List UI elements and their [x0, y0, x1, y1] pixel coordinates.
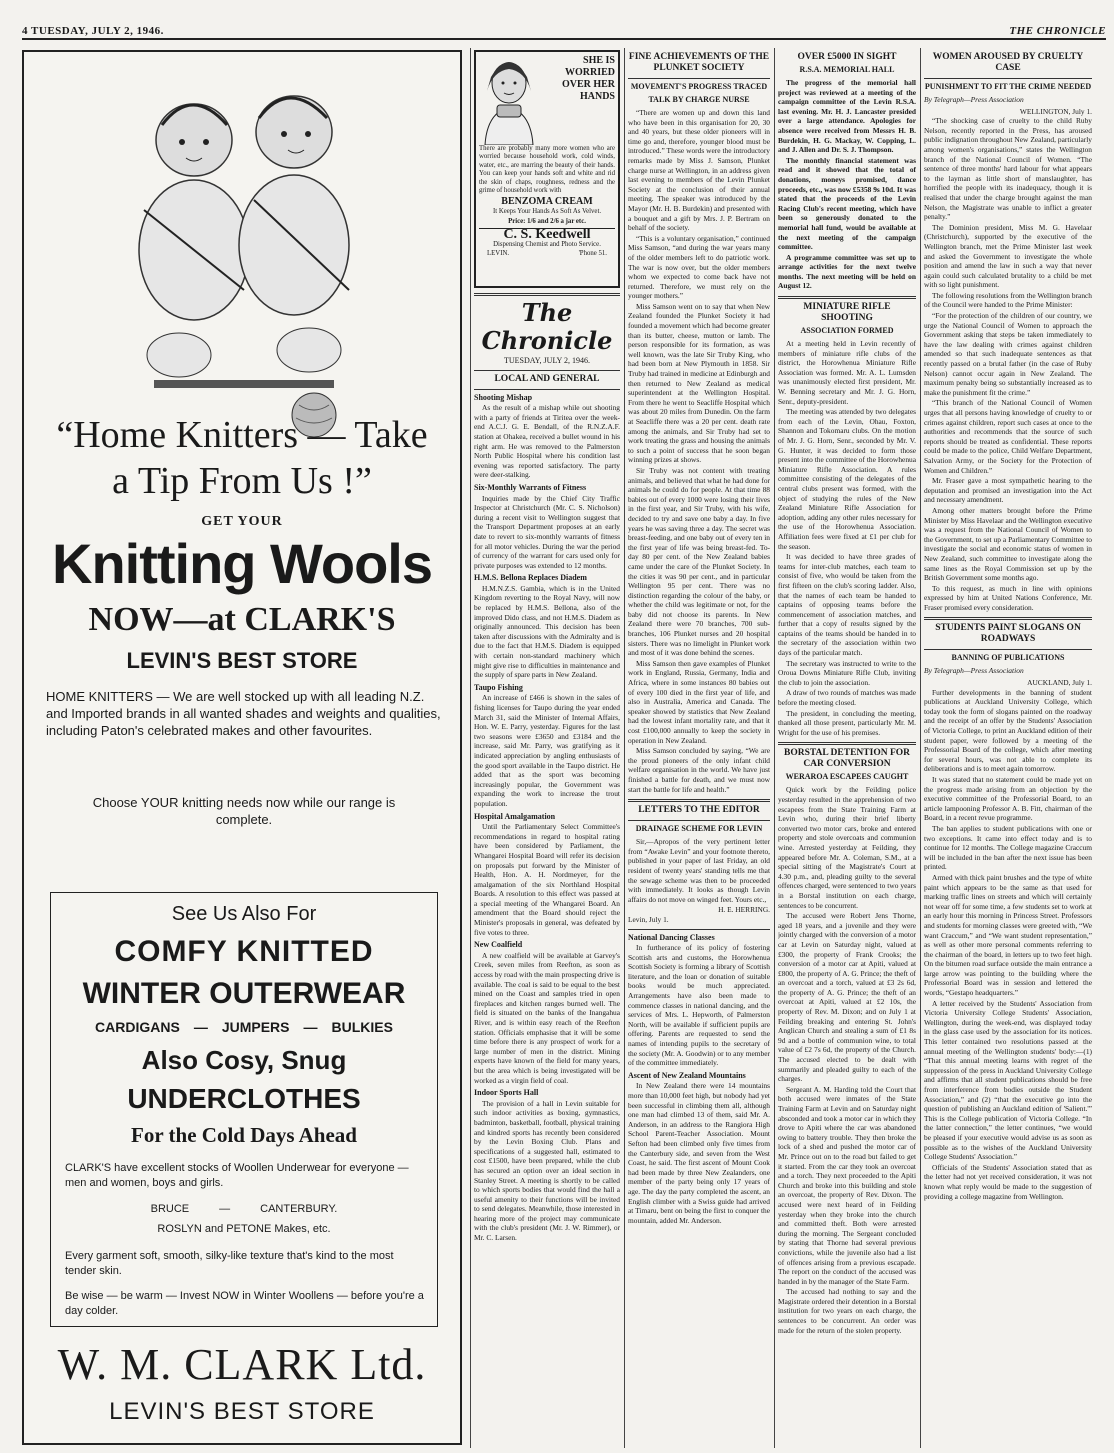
plunket-para: Miss Samson then gave examples of Plunket work in England, Russia, Germany, India and Africa, where in some instances 80 babies out of every 100 died in the first year of life, and also in Australia, America and Canada. The speaker showed by statistics that New Zealand had the lowest infant mortality rate, and that it cost £100,000 annually to keep the society in operation in New Zealand. [628, 658, 770, 745]
roslyn-petone: ROSLYN and PETONE Makes, etc. [157, 1223, 331, 1235]
cruelty-para: “This branch of the National Council of Women urges that all persons having knowledge of cruelty to or crimes against children, report such cases at once to the authorities and recommends that the source of such reports should be treated as confidential. These reports could be made to the police, Child Welfare Department, Salvation Army, or the Society for the Protection of Women and Children.” [924, 398, 1092, 475]
news-text: As the result of a mishap while out shooting with a party of friends at Tiritea over the week-end A.C.J. G. E. Bendall, of the R.N.Z.A.F. station at Ohakea, received a bullet wound in his right arm. He was removed to the Palmerston North Public Hospital where his condition last evening was reported satisfactory. The party were deer-stalking. [474, 403, 620, 480]
rifle-para: A draw of two rounds of matches was made before the meeting closed. [778, 688, 916, 708]
news-text: Inquiries made by the Chief City Traffic Inspector at Christchurch (Mr. C. S. Nicholson) during a recent visit to Wellington suggest that the Transport Department proposes at an early date to revert to six-monthly warrants of fitness for all motor vehicles. During the war the period of currency of the warrant for cars used only for private purposes was extended to 12 months. [474, 493, 620, 570]
letter-signature: H. E. HERRING. [718, 905, 770, 915]
news-text: In New Zealand there were 14 mountains more than 10,000 feet high, but nobody had yet been successful in climbing them all, although one man had climbed 13 of them, said Mr. A. Anderson, in an address to the Rangiora High School Parent-Teacher Association. Mount Sefton had been climbed only five times from the Canterbury side, and seven from the West Coast, he said. The first ascent of Mount Cook had been made by three New Zealanders, one member of the party being only 17 years of age. The day the party completed the ascent, an English climber with a Swiss guide had arrived at Timaru, bent on being the first to conquer the mountain, added Mr. Anderson. [628, 1081, 770, 1225]
every-garment-text: Every garment soft, smooth, silky-like texture that's kind to the most tender skin. [65, 1250, 394, 1277]
students-dateline: AUCKLAND, July 1. [1027, 678, 1092, 688]
borstal-heading: BORSTAL DETENTION FOR CAR CONVERSION [784, 748, 910, 770]
dash-2: — [303, 1019, 318, 1035]
news-text: An increase of £466 is shown in the sales of fishing licenses for Taupo during the year ended March 31, said the Minister of Internal Affairs, Hon. W. E. Parry, yesterday. Figures for the last two seasons were £3650 and £3184 and the increase, said Mr. Parry, was gratifying as it indicated appreciation by angling enthusiasts of the good sport available in the Taupo district. He added that as the sport was becoming increasingly popular, the Government was expanding the work to increase the trout population. [474, 693, 620, 808]
column-cruelty-case [924, 50, 1092, 1445]
borstal-para: Sergeant A. M. Harding told the Court that both accused were inmates of the State Training Farm at Levin and on Saturday night absconded and took a motor car in which they drove to Apiti where the car was abandoned owing to battery trouble. They then broke the lock of a shed and pushed the motor car of Mr. Prince out on to the road but failed to get it started. From the car they took an overcoat and a torch. They next proceeded to the Apiti Church and broke into this building and stole an overcoat, the property of Rev. Dixon. The accused were next heard of in Feilding yesterday when they broke into the church and committed theft. Both were arrested during the morning. The Sergeant concluded by stating that Thorne had several previous convictions, while the juvenile also had a list of offences arising from a previous escapade. The report on the conduct of the accused was handed in by the manager of the State Farm. [778, 1084, 916, 1286]
cruelty-dateline: WELLINGTON, July 1. [1019, 106, 1092, 116]
plunket-para: Miss Samson concluded by saying, “We are the proud pioneers of the only infant child welfare organisation in the world. We have just finished a battle for death, and we must now start the battle for life and health.” [628, 746, 770, 794]
hands-body: There are probably many more women who are worried because household work, cold winds, water, etc., are marring the beauty of their hands. You can keep your hands soft and white and rid the skin of chaps, roughness, redness and the grime of household work with [479, 145, 615, 195]
masthead [22, 24, 1106, 40]
news-text: Until the Parliamentary Select Committee's recommendations in regard to hospital rating have been considered by Parliament, the Whangarei Hospital Board will refer its decision on proposals put forward by the Minister of Health, Hon. A. H. Nordmeyer, for the amalgamation of the six Northland Hospital Boards. A resolution to this effect was passed at a special meeting of the Whangarei Board. An amendment that the Board should reject the Minister's proposals in general, was defeated by five votes to three. [474, 822, 620, 937]
brand-canterbury: CANTERBURY. [260, 1203, 338, 1215]
local-general-heading: LOCAL AND GENERAL [494, 373, 600, 384]
chronicle-title: The Chronicle [481, 298, 613, 355]
letters-heading: LETTERS TO THE EDITOR [638, 805, 760, 816]
winter-outerwear: WINTER OUTERWEAR [82, 977, 406, 1010]
news-sub: Six-Monthly Warrants of Fitness [474, 482, 587, 492]
benzoma-advert [474, 50, 620, 288]
news-sub: Shooting Mishap [474, 392, 533, 402]
also-cosy: Also Cosy, Snug [141, 1045, 347, 1075]
news-sub: Ascent of New Zealand Mountains [628, 1070, 746, 1080]
woman-portrait-illustration [479, 55, 539, 145]
borstal-sub: WERAROA ESCAPEES CAUGHT [785, 772, 909, 782]
garment-types [51, 1019, 437, 1035]
plunket-para: “This is a voluntary organisation,” continued Miss Samson, “and during the war years many of the older members left to do patriotic work. The war is now over, but the older members whom we expected to come back have not returned. Therefore, we must rely on the younger mothers.” [628, 233, 770, 301]
students-para: It was stated that no statement could be made yet on the progress made arising from an objection by the executive committee of the Professorial Board, to an article lampooning Professor A. B. Fitt, chairman of the Board, in a recent revue programme. [924, 775, 1092, 823]
plunket-para: Miss Samson went on to say that when New Zealand founded the Plunket Society it had founded a movement which had become greater than its butter, cheese, mutton or lamb. The person responsible for its formation, as was well known, was the late Sir Truby King, who had been born at New Plymouth in 1858. Sir Truby had trained in medicine at Edinburgh and then returned to New Zealand as medical superintendent at the Wellington Hospital. From there he went to Seacliffe Hospital which was about 20 miles from Dunedin. On the farm at Seacliffe there was a 20 per cent. death rate among the animals, and Sir Truby had set to work treating the grass and housing the animals to such a point of success that he soon began winning prizes at shows. [628, 301, 770, 465]
brand-bruce: BRUCE [150, 1203, 190, 1215]
plunket-para: Sir Truby was not content with treating animals, and believed that what he had done for animals he could do for people. At that time 88 babies out of every 1000 were losing their lives in the first year, and Sir Truby, with his wife, decided to try and save one baby a day. In five years he was saving three a day. The secret was breast-feeding, and one baby out of every ten in the first year of life was being breast-fed. To-day 80 per cent. of the New Zealand babies came under the care of the Plunket Society. In the cities it was 90 per cent., and in particular Wellington 95 per cent. There was no distinction regarding the colour of the baby, or whether the child was legitimate or not, for the baby did not choose its parents. In New Zealand there were 70 branches, 700 sub-branches, 106 Plunket nurses and 20 hospital sisters. There was no limelight in Plunket work and most of it was done behind the scenes. [628, 465, 770, 658]
news-sub: Indoor Sports Hall [474, 1088, 539, 1098]
cruelty-para: The Dominion president, Miss M. G. Havelaar (Christchurch), supported by the executive of the Wellington branch, met the Prime Minister last week and asked the Government to investigate the whole position and amend the law in such a way that never again could such calculated brutality to a child be met with so light punishment. [924, 222, 1092, 290]
paper-name: THE CHRONICLE [1009, 25, 1106, 37]
underclothes: UNDERCLOTHES [127, 1083, 361, 1114]
chemist-phone: 'Phone 51. [578, 250, 607, 258]
students-byline: By Telegraph—Press Association [924, 666, 1024, 676]
news-sub: Taupo Fishing [474, 682, 523, 692]
letter-place: Levin, July 1. [628, 914, 669, 924]
see-us-also: See Us Also For [171, 903, 317, 925]
company-name: W. M. CLARK Ltd. [57, 1340, 427, 1389]
knitting-wool-advert [22, 50, 462, 1445]
cruelty-para: Among other matters brought before the Prime Minister by Miss Havelaar and the Wellington executive was a request from the National Council of Women to the Government, to set up a Parliamentary Committee to investigate the social and economic status of women in New Zealand, such committee to investigate along the same lines as the Royal Commission set up by the British Government some months ago. [924, 505, 1092, 583]
news-text: In furtherance of its policy of fostering Scottish arts and customs, the Horowhenua Scottish Society is forming a library of Scottish literature, and the loan or donation of suitable books would be much appreciated. Arrangements have also been made to commence classes in national dancing, and the services of Mrs. L. Hepworth, of Palmerston North, will be available if sufficient pupils are offering. Parents are requested to send the names of intending pupils to the secretary of the society (Mr. A. Goodwin) or to any member of the committee immediately. [628, 943, 770, 1068]
borstal-para: Quick work by the Feilding police yesterday resulted in the apprehension of two escapees from the State Training Farm at Levin who, during their brief liberty converted two motor cars, broke and entered property and stole overcoats and communion wine. Arrested yesterday at Feilding, they appeared before Mr. A. Coleman, S.M., at a special sitting of the Magistrate's Court at 4.30 p.m., and, pleading guilty to the several offences charged, were sentenced to two years in a Borstal institution on each charge, sentences to be concurrent. [778, 785, 916, 910]
rifle-para: The secretary was instructed to write to the Oroua Downs Miniature Rifle Club, inviting the club to join the association. [778, 658, 916, 687]
slogan-line-2: a Tip From Us !” [112, 460, 372, 502]
comfy-knitted: COMFY KNITTED [114, 935, 374, 968]
cruelty-heading: WOMEN AROUSED BY CRUELTY CASE [932, 52, 1084, 73]
news-text: A new coalfield will be available at Garvey's Creek, seven miles from Reefton, as soon as access by road with the main prospecting drive is available. The coal is said to be equal to the best mined on the Coast and samples tried in open fireplaces and kitchen ranges burned well. The field is situated on the banks of the Inangahua River, and is within easy reach of the Reefton station. Officials emphasise that it will be some time before there is any prospect of work for a large number of men in the district. Mining experts have known of the field for many years, but the area which is being investigated will be worked as a virgin field of coal. [474, 950, 620, 1085]
benzoma-tagline: It Keeps Your Hands As Soft As Velvet. [492, 208, 602, 216]
borstal-para: The accused were Robert Jens Thorne, aged 18 years, and a juvenile and they were jointly charged with the conversion of a motor car at Levin on Saturday night, valued at £300, the property of Frank Crooks; the conversion of a motor car at Apiti, valued at £800, the property of A. G. Prince; the theft of an overcoat and a torch, valued at £3 2s 6d, the property of A. G. Prince; the theft of an overcoat at Apiti, valued at £2 10s, the property of Rev. M. Dixon; and on July 1 at Feilding breaking and entering St. John's Anglican Church and stealing a sum of £1 8s 9d and a bottle of communion wine, to total value of £2 7s 6d, the property of the Church. The accused elected to be dealt with summarily and pleaded guilty to each of the charges. [778, 911, 916, 1084]
students-sub: BANNING OF PUBLICATIONS [951, 653, 1065, 663]
babies-knitting-illustration [124, 70, 364, 450]
cruelty-byline: By Telegraph—Press Association [924, 95, 1024, 104]
rifle-sub: ASSOCIATION FORMED [800, 326, 894, 336]
plunket-sub1: MOVEMENT'S PROGRESS TRACED [630, 82, 768, 91]
chronicle-date: TUESDAY, JULY 2, 1946. [503, 356, 591, 365]
column-rsa [778, 50, 916, 1445]
borstal-para: The accused had nothing to say and the Magistrate ordered their detention in a Borstal institution for two years on each charge, the sentences to be concurrent. An order was made for the return of the stolen property. [778, 1287, 916, 1335]
news-sub: Hospital Amalgamation [474, 811, 556, 821]
dash-3: — [219, 1203, 231, 1215]
news-text: The provision of a hall in Levin suitable for such indoor activities as boxing, gymnastics, badminton, basketball, football, physical training and kindred sports has recently been considered by the Levin Boxing Club. Plans and specifications of a suggested hall, estimated to cost £1500, have been prepared, while the club has secured an option over an ideal section in Stanley Street. A meeting is shortly to be called to which sports bodies that would find the hall a useful amenity to their functions will be invited to send delegates. Meanwhile, those interested in hearing more of the project may communicate with the club's president (Mr. J. W. Rimmer), or Mr. C. Larsen. [474, 1098, 620, 1243]
news-text: H.M.N.Z.S. Gambia, which is in the United Kingdom reverting to the Royal Navy, will now be replaced by H.M.S. Bellona, also of the improved Dido class, and not H.M.S. Diadem as originally announced. This decision has been taken after discussions with the Admiralty and is due to the fact that H.M.S. Diadem is equipped with certain non-standard machinery which might give rise to difficulties in maintenance and the supply of spare parts in New Zealand. [474, 583, 620, 680]
students-para: Officials of the Students' Association stated that as the letter had not yet received consideration, it was not known what reply would be made to the suggestion of providing a college magazine from Wellington. [924, 1162, 1092, 1201]
news-sub: H.M.S. Bellona Replaces Diadem [474, 573, 587, 583]
chemist-desc: Dispensing Chemist and Photo Service. [493, 240, 601, 248]
students-para: Armed with thick paint brushes and the type of white paint which appears to be the same as that used for marking traffic lines on streets and which will certainly not wear off for some time, a few students set to work at an early hour this morning in Princess Street. Professors and students for morning classes were greeted with, “We want Craccum,” and “We want student representation,” as well as other more personal comments referring to the chairman of the board, in letters up to two feet high. On the bitumen road surface outside the main entrance a large arrow was pointing to the building where the Professorial Board was in session and lettered the words, “Gestapo headquarters.” [924, 872, 1092, 998]
knitting-wools-heading: Knitting Wools [52, 532, 432, 595]
rifle-para: The president, in concluding the meeting, thanked all those present, particularly Mr. M. Wright for the use of his premises. [778, 708, 916, 737]
rifle-para: The meeting was attended by two delegates from each of the Levin, Ohau, Foxton, Shannon and Tokomaru clubs. On the motion of Mr. J. G. Horn, Senr., seconded by Mr. V. G. Hunter, it was decided to form those present into the committee of the Horowhenua Miniature Rifle Association. A rules committee consisting of the delegates of the central clubs present was formed, with the object of studying the rules of the New Zealand Miniature Rifle Association for adoption, adding any other rules necessary for the use of the Horowhenua Association. Affiliation fees were fixed at £1 per club for the season. [778, 407, 916, 551]
local-news-items [474, 393, 620, 1243]
cruelty-sub: PUNISHMENT TO FIT THE CRIME NEEDED [924, 82, 1092, 91]
rifle-para: At a meeting held in Levin recently of members of miniature rifle clubs of the district, the Horowhenua Miniature Rifle Association was formed. Mr. A. L. Lumsden was unanimously elected first president, Mr. W. Benning secretary and Mr. J. G. Horn, Senr., deputy-president. [778, 339, 916, 406]
page-date: 4 TUESDAY, JULY 2, 1946. [22, 25, 164, 37]
rifle-heading: MINIATURE RIFLE SHOOTING [803, 302, 891, 324]
chemist-name: C. S. Keedwell [479, 228, 615, 240]
cold-days: For the Cold Days Ahead [131, 1123, 357, 1147]
jumpers-label: JUMPERS [221, 1019, 290, 1035]
rsa-sub: R.S.A. MEMORIAL HALL [799, 65, 895, 74]
choose-text: Choose YOUR knitting needs now while our range is complete. [92, 795, 396, 827]
plunket-heading: FINE ACHIEVEMENTS OF THE PLUNKET SOCIETY [628, 52, 770, 73]
bulkies-label: BULKIES [331, 1019, 393, 1035]
chemist-contact [479, 249, 615, 259]
students-para: A letter received by the Students' Association from Victoria University College Students' Association, Wellington, during the week-end, was displayed today in the glass case used by the association for its notices. This letter contained two resolutions passed at the annual meeting of the Wellington students' body:—(1) “That this annual meeting learns with regret of the suppression of the press in Auckland University College and affirms that all student publications should be free from interference from bodies outside the Student Association,” and (2) “that the executive go into the question of publishing an Auckland edition of 'Salient.'” This is the College publication of Victoria College. “In the latter connection,” the letter continues, “we would be pleased if your executive would advise us as soon as possible as to the wishes of the Auckland University College Students' Association.” [924, 998, 1092, 1162]
benzoma-cream: BENZOMA CREAM [501, 196, 593, 208]
cruelty-para: To this request, as much in line with opinions expressed by him at United Nations Conference, Mr. Fraser promised every consideration. [924, 583, 1092, 612]
news-sub: National Dancing Classes [628, 932, 715, 942]
rsa-para: The progress of the memorial hall project was reviewed at a meeting of the campaign committee of the Levin R.S.A. last evening. Mr. H. J. Lancaster presided over a large attendance. Apologies for absence were received from Messrs H. B. Burdekin, H. G. Mackay, W. Copping, L. and J. Allen and Dr. S. J. Thompson. [778, 78, 916, 155]
students-heading: STUDENTS PAINT SLOGANS ON ROADWAYS [935, 623, 1081, 645]
chemist-town: LEVIN. [487, 250, 510, 258]
levins-best-store: LEVIN'S BEST STORE [126, 648, 358, 673]
cruelty-para: The following resolutions from the Wellington branch of the Council were handed to the Prime Minister: [924, 290, 1092, 310]
get-your-label: GET YOUR [201, 514, 283, 529]
cruelty-para: “The shocking case of cruelty to the child Ruby Nelson, recently reported in the Press, has aroused public indignation throughout New Zealand, particularly among women's organisations,” states the Wellington branch of the National Council of Women. “The sentence of three months' hard labour for what appears to the layman as little short of manslaughter, has horrified the people with its inadequacy, though it is realised that under the charge brought against the man Nelson, the Magistrate was unable to inflict a greater penalty.” [924, 116, 1092, 222]
column-plunket [628, 50, 770, 1445]
slogan-line-1: “Home Knitters — Take [56, 414, 428, 456]
rsa-para: A programme committee was set up to arrange activities for the next twelve months. The next meeting will be held on August 12. [778, 252, 916, 291]
plunket-sub2: TALK BY CHARGE NURSE [648, 95, 750, 104]
cruelty-para: “For the protection of the children of our country, we urge the National Council of Women to approach the Government asking that steps be taken immediately to have the law dealing with crimes against children amended so that such inadequate sentences as that recently passed on a brutal father (in the case of Ruby Nelson) cannot occur again in New Zealand. The maximum penalty being so substantially increased as to make the punishment fit the crime.” [924, 311, 1092, 397]
students-para: Further developments in the banning of student publications at Auckland University College, which today took the form of slogans painted on the roadway and the receipt of an offer by the Students' Association of Victoria College, to print an Auckland edition of their student paper, were followed by a meeting of the Professorial Board of the college, which after meeting for several hours, was not able to complete its deliberations and is to meet again tomorrow. [924, 687, 1092, 774]
home-knitters-text: HOME KNITTERS — We are well stocked up with all leading N.Z. and Imported brands in all wanted shades and weights and qualities, including Paton's celebrated makes and other favourites. [46, 689, 441, 738]
brand-list [51, 1203, 437, 1215]
now-at-clarks: NOW—at CLARK'S [88, 601, 396, 638]
be-wise-text: Be wise — be warm — Invest NOW in Winter Woollens — before you're a day colder. [65, 1290, 424, 1317]
cruelty-para: Mr. Fraser gave a most sympathetic hearing to the deputation and promised an investigation into the Act and necessary amendment. [924, 476, 1092, 505]
news-sub: New Coalfield [474, 940, 523, 950]
students-para: The ban applies to student publications with one or two exceptions. It came into effect today and is to continue for 12 months. The College magazine Craccum will be included in the ban after the next issue has been printed. [924, 823, 1092, 872]
dash-1: — [193, 1019, 208, 1035]
store-name: LEVIN'S BEST STORE [109, 1398, 375, 1425]
rifle-para: It was decided to have three grades of teams for inter-club matches, each team to consist of five, who would be taken from the first fifteen on the club's scoring ladder. Also, that the names of each team be handed to captains of opposing teams before the commencement of association matches, and further that a copy of results signed by the captains of the teams should be handed in to the secretary of the association within two days of the particular match. [778, 552, 916, 658]
drainage-heading: DRAINAGE SCHEME FOR LEVIN [635, 824, 763, 834]
benzoma-prices: Price: 1/6 and 2/6 a jar etc. [508, 217, 586, 225]
winter-outerwear-box [50, 892, 438, 1327]
hands-heading: SHE IS WORRIED OVER HER HANDS [561, 55, 615, 102]
rsa-para: The monthly financial statement was read and it showed that the total of donations, moneys promised, dance proceeds, etc., was now £5358 9s 10d. It was stated that the proceeds of the Levin Racing Club's recent meeting, which have been so generously donated to the memorial hall fund, would be available at the next meeting of the campaign committee. [778, 155, 916, 252]
clarks-have-text: CLARK'S have excellent stocks of Woollen Underwear for everyone — men and women, boys and girls. [65, 1162, 409, 1189]
plunket-para: “There are women up and down this land who have been in this organisation for 20, 30 and 40 years, but these older pioneers will in time go and, therefore, younger blood must be introduced.” These words were the introductory remarks made by Miss J. Samson, Plunket charge nurse at Wellington, in an address given last evening to members of the Levin Plunket Society at the conclusion of their annual meeting. The speaker was introduced by the Mayor (Mr. H. B. Burdekin) and presented with a bouquet and a gift by Mrs. J. P. Bertram on behalf of the society. [628, 108, 770, 233]
column-local-news [474, 50, 620, 1445]
letter-text: Sir,—Apropos of the very pertinent letter from “Awake Levin” and your footnote thereto, published in your paper of last Friday, an old resident of twenty years' standing tells me that the sewage scheme was then to be proceeded with immediately. It looks as though Levin affairs do not move on winged feet. Yours etc., [628, 837, 770, 904]
rsa-heading: OVER £5000 IN SIGHT [797, 52, 897, 62]
cardigans-label: CARDIGANS [95, 1019, 180, 1035]
